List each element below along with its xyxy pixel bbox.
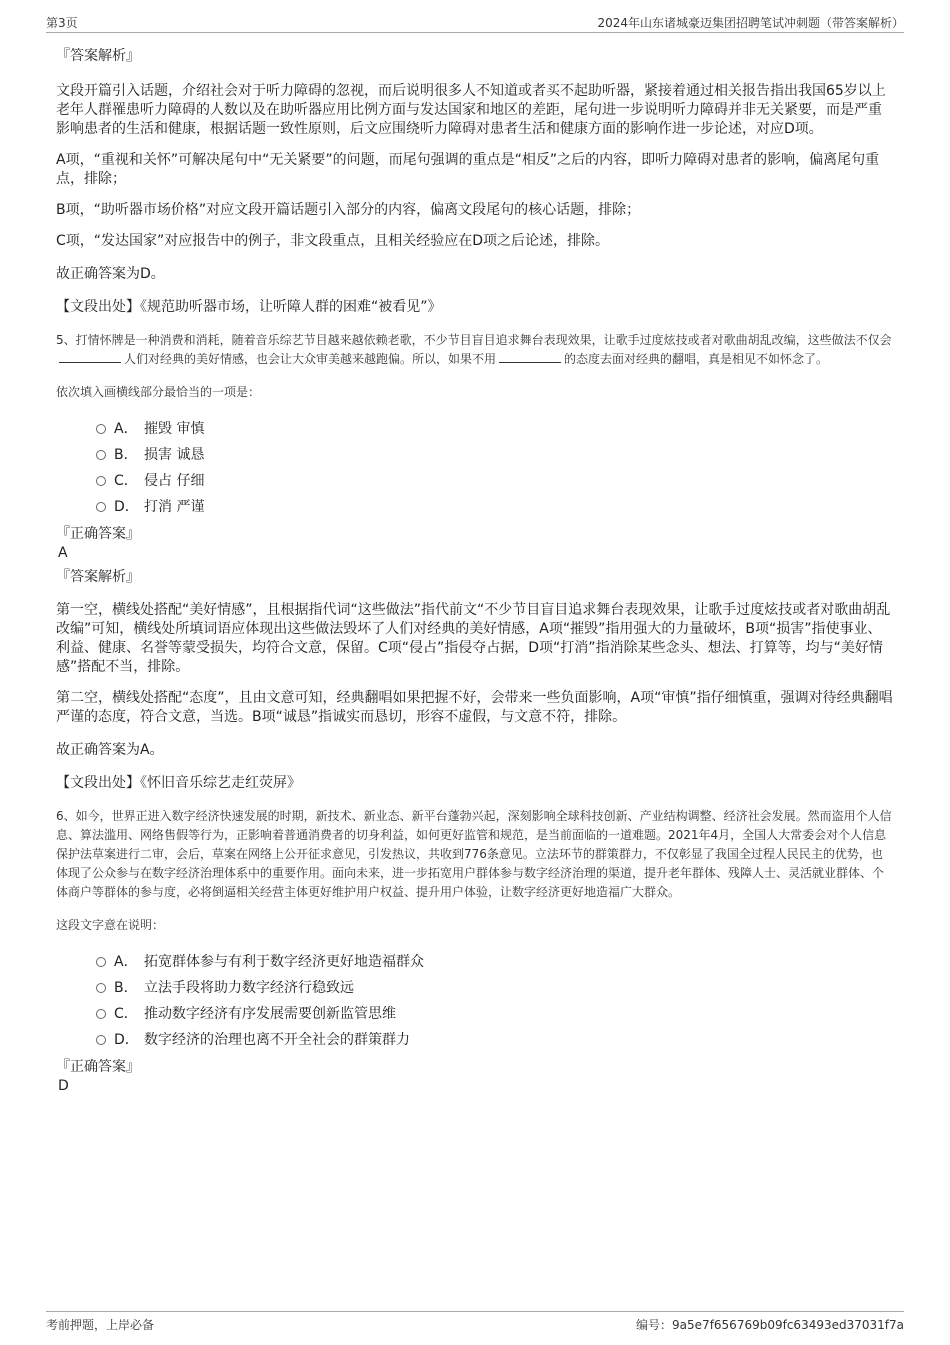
page-footer <box>46 1311 904 1334</box>
q5-conclusion: 故正确答案为A。 <box>56 742 164 758</box>
option-letter: A． <box>114 954 138 970</box>
q5-stem <box>56 331 894 369</box>
q5-option-d[interactable] <box>96 494 894 520</box>
q5-analysis-paragraph-1: 第一空，横线处搭配“美好情感”，且根据指代词“这些做法”指代前文“不少节目盲目追求舞台表现效果，让歌手过度炫技或者对歌曲胡乱改编”可知，横线处所填词语应体现出这些做法毁坏了人们对经典的美好情感，A项“摧毁”指用强大的力量破坏，B项“损害”指使事业、利益、健康、名誉等蒙受损失，均符合文意，保留。C项“侵占”指侵夺占据，D项“打消”指消除某些念头、想法、打算等，均与“美好情感”搭配不当，排除。 <box>56 602 891 675</box>
q5-answer-label: 『正确答案』 <box>56 526 140 542</box>
option-text: 损害 诚恳 <box>144 447 205 463</box>
q5-option-b[interactable] <box>96 442 894 468</box>
q6-option-d[interactable] <box>96 1027 894 1053</box>
q5-answer: A <box>58 545 68 561</box>
q5-stem-part-2: 人们对经典的美好情感，也会让大众审美越来越跑偏。所以，如果不用 <box>124 352 497 366</box>
option-text: 拓宽群体参与有利于数字经济更好地造福群众 <box>144 954 424 970</box>
option-letter: D． <box>114 1032 139 1048</box>
radio-icon[interactable] <box>96 424 106 434</box>
option-letter: C． <box>114 473 138 489</box>
q4-analysis-paragraph-1: 文段开篇引入话题，介绍社会对于听力障碍的忽视，而后说明很多人不知道或者买不起助听器，紧接着通过相关报告指出我国65岁以上老年人群罹患听力障碍的人数以及在助听器应用比例方面与发达国家和地区的差距，尾句进一步说明听力障碍并非无关紧要，而是严重影响患者的生活和健康，根据话题一致性原则，后文应围绕听力障碍对患者生活和健康方面的影响作进一步论述，对应D项。 <box>56 83 886 137</box>
option-text: 侵占 仔细 <box>144 473 205 489</box>
footer-slogan: 考前押题，上岸必备 <box>46 1318 155 1332</box>
page-number: 第3页 <box>46 16 78 30</box>
q5-option-c[interactable] <box>96 468 894 494</box>
q4-analysis-label: 『答案解析』 <box>56 48 140 64</box>
q6-option-a[interactable] <box>96 949 894 975</box>
q5-analysis-paragraph-2: 第二空，横线处搭配“态度”，且由文意可知，经典翻唱如果把握不好，会带来一些负面影响，A项“审慎”指仔细慎重，强调对待经典翻唱严谨的态度，符合文意，当选。B项“诚恳”指诚实而恳切，形容不虚假，与文意不符，排除。 <box>56 690 893 725</box>
q5-blank-2 <box>499 350 561 363</box>
q6-option-b[interactable] <box>96 975 894 1001</box>
option-text: 数字经济的治理也离不开全社会的群策群力 <box>144 1032 410 1048</box>
option-letter: D． <box>114 499 139 515</box>
q5-prompt: 依次填入画横线部分最恰当的一项是： <box>56 385 261 399</box>
q5-analysis-label: 『答案解析』 <box>56 569 140 585</box>
option-text: 打消 严谨 <box>144 499 205 515</box>
radio-icon[interactable] <box>96 476 106 486</box>
option-text: 推动数字经济有序发展需要创新监管思维 <box>144 1006 396 1022</box>
q6-prompt: 这段文字意在说明： <box>56 918 165 932</box>
q4-source: 【文段出处】《规范助听器市场，让听障人群的困难“被看见”》 <box>56 299 442 315</box>
radio-icon[interactable] <box>96 1009 106 1019</box>
q6-answer-label: 『正确答案』 <box>56 1059 140 1075</box>
option-letter: B． <box>114 447 138 463</box>
q6-options <box>96 949 894 1053</box>
page-content <box>56 44 894 1096</box>
radio-icon[interactable] <box>96 450 106 460</box>
option-letter: C． <box>114 1006 138 1022</box>
q5-stem-part-1: 5、打情怀牌是一种消费和消耗，随着音乐综艺节目越来越依赖老歌，不少节目盲目追求舞台表现效果，让歌手过度炫技或者对歌曲胡乱改编，这些做法不仅会 <box>56 333 892 347</box>
q5-source: 【文段出处】《怀旧音乐综艺走红荧屏》 <box>56 775 301 791</box>
q5-blank-1 <box>59 350 121 363</box>
q5-stem-part-3: 的态度去面对经典的翻唱，真是相见不如怀念了。 <box>564 352 829 366</box>
option-letter: A． <box>114 421 138 437</box>
page-header <box>46 14 904 33</box>
radio-icon[interactable] <box>96 957 106 967</box>
option-text: 摧毁 审慎 <box>144 421 205 437</box>
q4-analysis-paragraph-4: C项，“发达国家”对应报告中的例子，非文段重点，且相关经验应在D项之后论述，排除。 <box>56 233 610 249</box>
radio-icon[interactable] <box>96 502 106 512</box>
document-code: 编号：9a5e7f656769b09fc63493ed37031f7a <box>636 1318 904 1332</box>
q4-analysis-paragraph-3: B项，“助听器市场价格”对应文段开篇话题引入部分的内容，偏离文段尾句的核心话题，排除； <box>56 202 641 218</box>
q4-analysis-paragraph-2: A项，“重视和关怀”可解决尾句中“无关紧要”的问题，而尾句强调的重点是“相反”之后的内容，即听力障碍对患者的影响，偏离尾句重点，排除； <box>56 152 880 187</box>
q6-answer: D <box>58 1078 69 1094</box>
radio-icon[interactable] <box>96 1035 106 1045</box>
q6-stem: 6、如今，世界正进入数字经济快速发展的时期，新技术、新业态、新平台蓬勃兴起，深刻影响全球科技创新、产业结构调整、经济社会发展。然而盗用个人信息、算法滥用、网络售假等行为，正影响着普通消费者的切身利益，如何更好监管和规范，是当前面临的一道难题。2021年4月，全国人大常委会对个人信息保护法草案进行二审，会后，草案在网络上公开征求意见，引发热议，共收到776条意见。立法环节的群策群力，不仅彰显了我国全过程人民民主的优势，也体现了公众参与在数字经济治理体系中的重要作用。面向未来，进一步拓宽用户群体参与数字经济治理的渠道，提升老年群体、残障人士、灵活就业群体、个体商户等群体的参与度，必将倒逼相关经营主体更好维护用户权益、提升用户体验，让数字经济更好地造福广大群众。 <box>56 809 892 899</box>
q5-options <box>96 416 894 520</box>
q6-option-c[interactable] <box>96 1001 894 1027</box>
option-text: 立法手段将助力数字经济行稳致远 <box>144 980 354 996</box>
radio-icon[interactable] <box>96 983 106 993</box>
q4-conclusion: 故正确答案为D。 <box>56 266 165 282</box>
document-title: 2024年山东诸城豪迈集团招聘笔试冲刺题（带答案解析） <box>597 16 904 30</box>
option-letter: B． <box>114 980 138 996</box>
q5-option-a[interactable] <box>96 416 894 442</box>
